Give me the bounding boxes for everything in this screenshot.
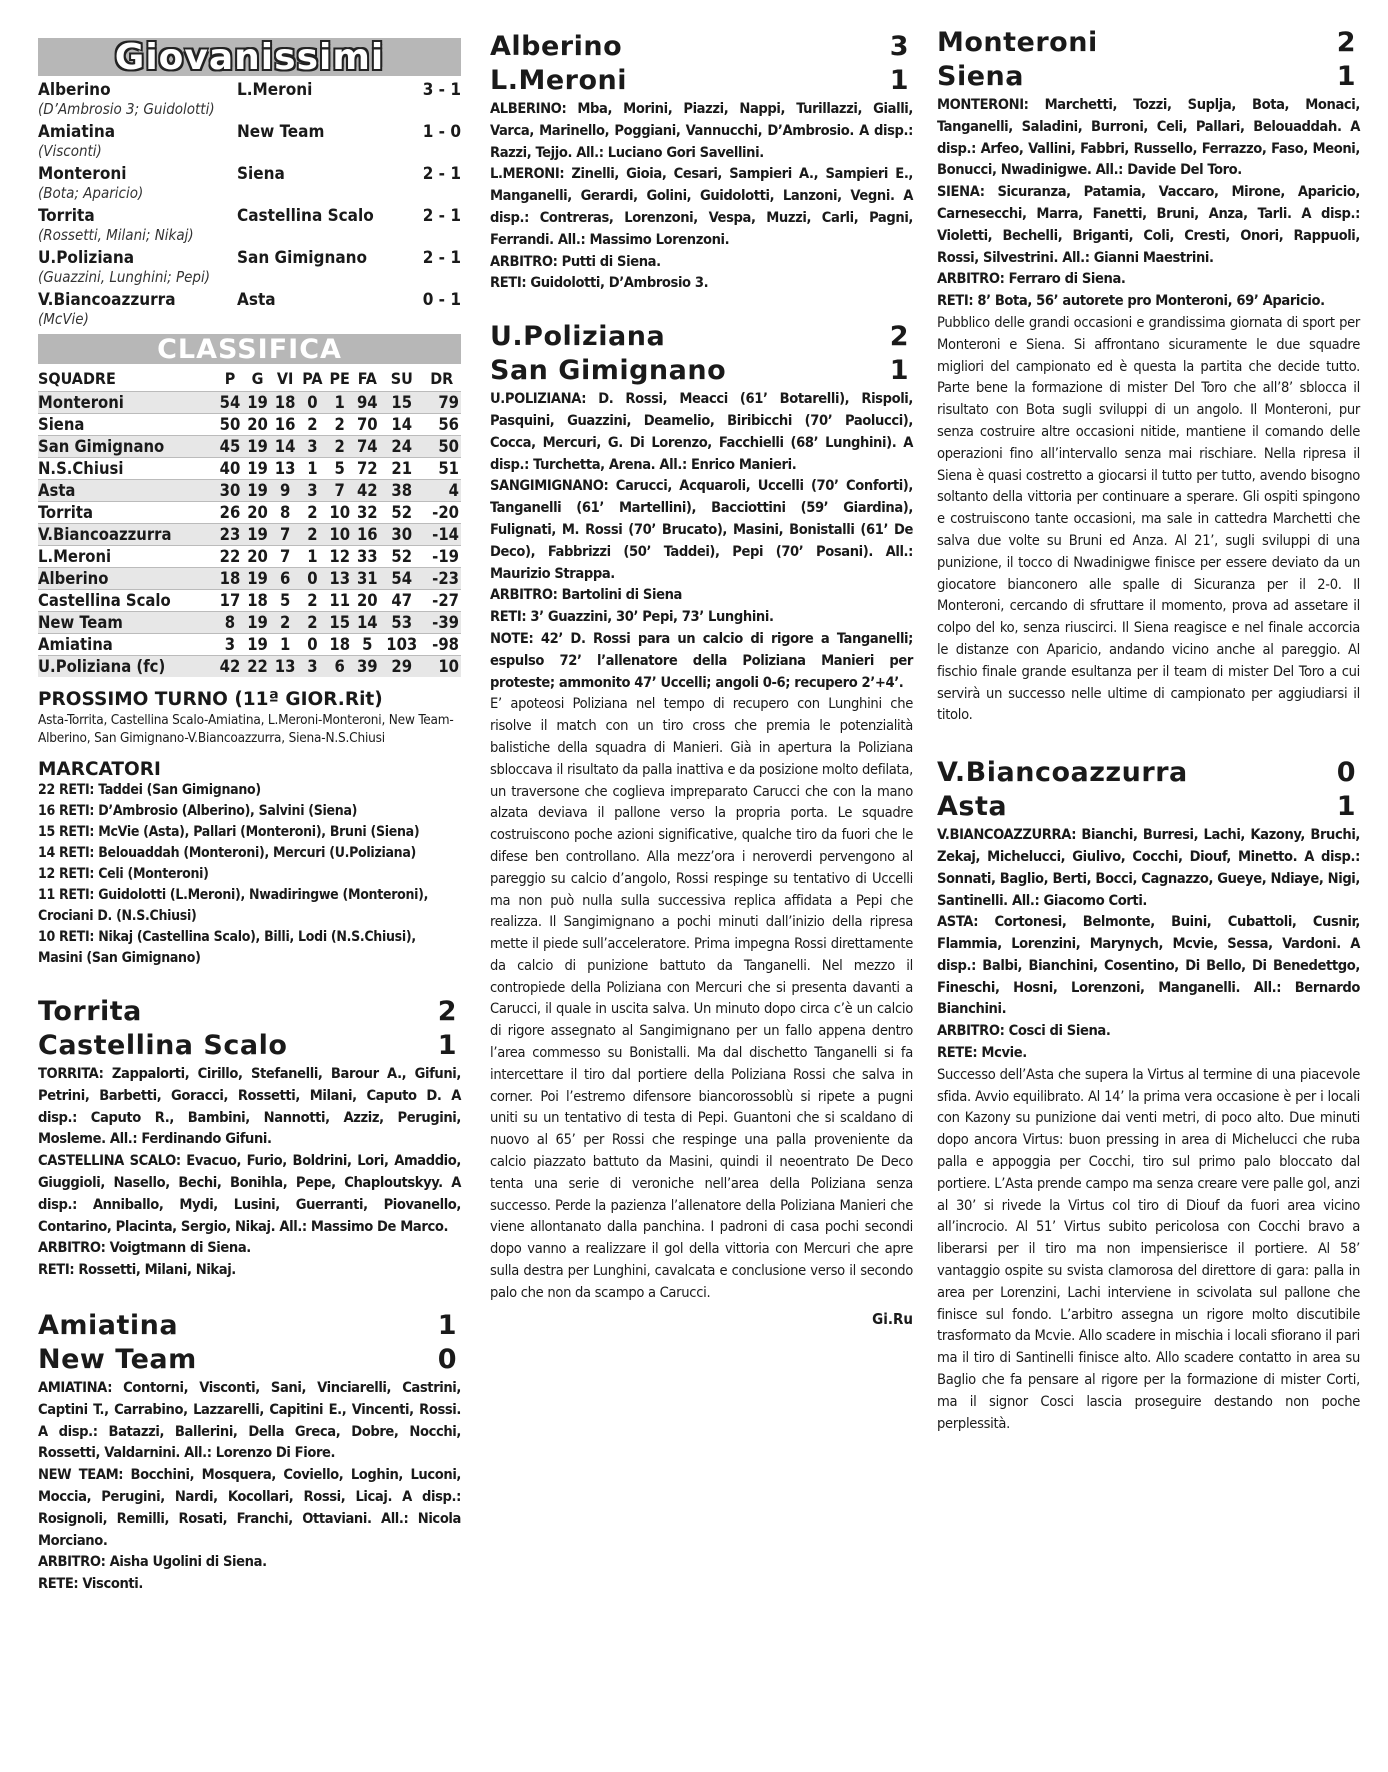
away-score: 1	[1336, 61, 1356, 92]
stat-cell: -23	[422, 568, 461, 590]
standings-header-row	[38, 368, 461, 392]
home-lineup: V.BIANCOAZZURRA: Bianchi, Burresi, Lachi, Kazony, Bruchi, Zekaj, Michelucci, Giulivo, Cocchi, Diouf, Minetto. A disp.: Sonnati, Baglio, Berti, Bocci, Cagnazzo, Gueye, Ndiaye, Nigi, Santinelli. All.: Giacomo Corti.	[937, 826, 1360, 909]
stat-cell: 13	[271, 458, 299, 480]
away-team: Asta	[937, 791, 1008, 823]
stat-cell: 1	[271, 634, 299, 656]
result-item	[38, 80, 461, 118]
result-away: L.Meroni	[237, 80, 313, 100]
standings-row	[38, 634, 461, 656]
scorer-line: 15 RETI: McVie (Asta), Pallari (Monteroni), Bruni (Siena)	[38, 824, 420, 840]
standings-row	[38, 524, 461, 546]
stat-cell: 4	[422, 480, 461, 502]
column-left	[38, 26, 461, 1595]
away-lineup: L.MERONI: Zinelli, Gioia, Cesari, Sampieri A., Sampieri E., Manganelli, Gerardi, Golini, Guidolotti, Lanzoni, Vegni. A disp.: Contreras, Lorenzoni, Vespa, Muzzi, Carli, Pagni, Ferrandi. All.: Massimo Lorenzoni.	[490, 165, 913, 248]
home-lineup: TORRITA: Zappalorti, Cirillo, Stefanelli, Barour A., Gifuni, Petrini, Barbetti, Goracci, Rossetti, Milani, Caputo D. A disp.: Caputo R., Bambini, Nannotti, Azziz, Perugini, Mosleme. All.: Ferdinando Gifuni.	[38, 1065, 461, 1148]
standings-row	[38, 436, 461, 458]
stat-cell: 20	[353, 590, 381, 612]
goals: RETE: Mcvie.	[937, 1044, 1027, 1062]
stat-cell: 0	[299, 634, 326, 656]
stat-cell: 7	[326, 480, 354, 502]
result-item	[38, 164, 461, 202]
stat-cell: 74	[353, 436, 381, 458]
stat-cell: 10	[422, 656, 461, 678]
team-name: Asta	[38, 480, 216, 502]
stat-cell: 13	[271, 656, 299, 678]
referee: ARBITRO: Bartolini di Siena	[490, 586, 682, 604]
standings-row	[38, 546, 461, 568]
stat-cell: 14	[381, 414, 422, 436]
scorer-line: 16 RETI: D’Ambrosio (Alberino), Salvini (Siena)	[38, 803, 358, 819]
stat-cell: 56	[422, 414, 461, 436]
home-score: 2	[1336, 27, 1356, 58]
stat-cell: 10	[326, 502, 354, 524]
away-score: 0	[437, 1343, 457, 1375]
stat-cell: 45	[216, 436, 244, 458]
stat-cell: -14	[422, 524, 461, 546]
result-item	[38, 122, 461, 160]
stat-cell: 20	[244, 414, 272, 436]
stat-cell: 18	[271, 392, 299, 414]
away-lineup: NEW TEAM: Bocchini, Mosquera, Coviello, Loghin, Luconi, Moccia, Perugini, Nardi, Kocollari, Rossi, Licaj. A disp.: Rosignoli, Remilli, Rosati, Franchi, Ottaviani. All.: Nicola Morciano.	[38, 1466, 461, 1549]
stat-cell: 11	[326, 590, 354, 612]
result-away: Siena	[237, 164, 285, 184]
stat-cell: 51	[422, 458, 461, 480]
stat-cell: 14	[271, 436, 299, 458]
stat-cell: 70	[353, 414, 381, 436]
stat-cell: 14	[353, 612, 381, 634]
stat-cell: 54	[381, 568, 422, 590]
goals: RETE: Visconti.	[38, 1575, 143, 1593]
stat-cell: 21	[381, 458, 422, 480]
stat-cell: 8	[271, 502, 299, 524]
stat-cell: 0	[299, 392, 326, 414]
referee: ARBITRO: Aisha Ugolini di Siena.	[38, 1553, 267, 1571]
result-score: 2 - 1	[422, 206, 461, 226]
result-item	[38, 290, 461, 328]
stat-cell: 7	[271, 546, 299, 568]
match-report: Pubblico delle grandi occasioni e grandissima giornata di sport per Monteroni e Siena. Si affrontano sicuramente le due squadre migliori del campionato ed è questa la partita che decide tutto. Parte bene la formazione di mister Del Toro che all’8’ sblocca il risultato con Bota sugli sviluppi di un angolo. Il Monteroni, pur senza costruire altre occasioni nitide, mantiene il comando delle operazioni fino all’intervallo senza mai rischiare. Nella ripresa il Siena è quasi costretto a giocarsi il tutto per tutto, avendo bisogno soltanto della vittoria per continuare a sperare. Gli ospiti spingono e costruiscono tante occasioni, ma sale in cattedra Marchetti che salva due volte su Bruni ed Anza. Al 21’, sugli sviluppi di una punizione, il tocco di Nwadinigwe finisce per essere deviato da un giocatore bianconero alle spalle di Sicuranza per il 2-0. Il Monteroni, cercando di sfruttare il momento, prova ad assetare il colpo del ko, senza riuscirci. Il Siena reagisce e nel finale accorcia le distanze con Aparicio, andando vicino anche al pareggio. Al fischio finale grande esultanza per il team di mister Del Toro a cui servirà un successo nelle ultime di campionato per aggiudiarsi il titolo.	[937, 313, 1360, 724]
stat-cell: 22	[244, 656, 272, 678]
stat-cell: 72	[353, 458, 381, 480]
stat-cell: 26	[216, 502, 244, 524]
stat-cell: 16	[271, 414, 299, 436]
stat-cell: 94	[353, 392, 381, 414]
stat-cell: 18	[216, 568, 244, 590]
standings-header-cell: PA	[302, 369, 323, 388]
away-team: New Team	[38, 1343, 197, 1375]
referee: ARBITRO: Ferraro di Siena.	[937, 270, 1126, 288]
stat-cell: 22	[216, 546, 244, 568]
stat-cell: 54	[216, 392, 244, 414]
standings-header-cell: SU	[390, 369, 413, 388]
stat-cell: 79	[422, 392, 461, 414]
match-vbiancoazzurra	[937, 756, 1360, 1434]
stat-cell: -27	[422, 590, 461, 612]
stat-cell: 10	[326, 524, 354, 546]
match-torrita	[38, 995, 461, 1281]
stat-cell: 19	[244, 458, 272, 480]
team-name: N.S.Chiusi	[38, 458, 216, 480]
result-item	[38, 248, 461, 286]
column-right	[937, 26, 1360, 1434]
result-home: Monteroni	[38, 164, 127, 184]
away-team: San Gimignano	[490, 355, 727, 387]
stat-cell: 47	[381, 590, 422, 612]
standings-body	[38, 392, 461, 678]
stat-cell: 52	[381, 502, 422, 524]
match-poliziana	[490, 320, 913, 1327]
home-score: 0	[1336, 757, 1356, 789]
stat-cell: 2	[326, 414, 354, 436]
stat-cell: 19	[244, 436, 272, 458]
away-lineup: SANGIMIGNANO: Carucci, Acquaroli, Uccelli (70’ Conforti), Tanganelli (61’ Martellini), Bacciottini (59’ Giardina), Fulignati, M. Rossi (70’ Brucato), Masini, Bonistalli (61’ De Deco), Fabbrizzi (50’ Taddei), Pepi (70’ Posani). All.: Maurizio Strappa.	[490, 477, 913, 582]
stat-cell: 2	[326, 436, 354, 458]
author-signature: Gi.Ru	[872, 1309, 913, 1328]
stat-cell: 30	[381, 524, 422, 546]
stat-cell: 20	[244, 546, 272, 568]
away-team: Siena	[937, 61, 1024, 92]
stat-cell: 19	[244, 480, 272, 502]
stat-cell: 38	[381, 480, 422, 502]
home-score: 2	[889, 321, 909, 353]
standings-row	[38, 392, 461, 414]
stat-cell: 3	[299, 436, 326, 458]
away-score: 1	[437, 1030, 457, 1061]
scorers-title: MARCATORI	[38, 759, 161, 780]
column-middle	[490, 30, 913, 1328]
stat-cell: 7	[271, 524, 299, 546]
result-home: V.Biancoazzurra	[38, 290, 176, 310]
away-score: 1	[889, 355, 909, 387]
home-lineup: MONTERONI: Marchetti, Tozzi, Suplja, Bota, Monaci, Tanganelli, Saladini, Burroni, Celi, Pallari, Belouaddah. A disp.: Arfeo, Vallini, Fabbri, Russello, Ferrazzo, Faso, Meoni, Bonucci, Nwadinigwe. All.: Davide Del Toro.	[937, 96, 1360, 179]
stat-cell: 31	[353, 568, 381, 590]
stat-cell: 20	[244, 502, 272, 524]
away-score: 1	[1336, 791, 1356, 823]
stat-cell: 19	[244, 392, 272, 414]
stat-cell: 3	[216, 634, 244, 656]
match-notes: NOTE: 42’ D. Rossi para un calcio di rigore a Tanganelli; espulso 72’ l’allenatore della Poliziana Manieri per proteste; ammonito 47’ Uccelli; angoli 0-6; recupero 2’+4’.	[490, 629, 913, 691]
stat-cell: 18	[244, 590, 272, 612]
giovanissimi-title: Giovanissimi	[38, 38, 461, 76]
team-name: V.Biancoazzurra	[38, 524, 216, 546]
result-away: Castellina Scalo	[237, 206, 374, 226]
stat-cell: 2	[271, 612, 299, 634]
stat-cell: -19	[422, 546, 461, 568]
stat-cell: 15	[381, 392, 422, 414]
result-home: U.Poliziana	[38, 248, 135, 268]
away-lineup: ASTA: Cortonesi, Belmonte, Buini, Cubattoli, Cusnir, Flammia, Lorenzini, Marynych, Mcvie, Sessa, Vardoni. A disp.: Balbi, Bianchini, Cosentino, Di Bello, Di Benedettgo, Fineschi, Hosni, Lorenzoni, Manganelli. All.: Bernardo Bianchini.	[937, 913, 1360, 1018]
match-report: Successo dell’Asta che supera la Virtus al termine di una piacevole sfida. Avvio equilibrato. Al 14’ la prima vera occasione è per i locali con Kazony su punizione dai venti metri, di poco alto. Due minuti dopo ancora Virtus: buon pressing in area di Michelucci che ruba palla e appoggia per Cocchi, tiro sul primo palo bloccato dal portiere. L’Asta prende campo ma senza creare vere palle gol, anzi al 30’ si rivede la Virtus col tiro di Diouf da fuori area vicino all’incrocio. Al 51’ Virtus subito pericolosa con Cocchi bravo a liberarsi per il tiro ma non impensierisce il portiere. Al 58’ vantaggio ospite su svista clamorosa del direttore di gara: palla in area per Lorenzini, Lachi interviene in scivolata sul pallone che finisce sul fondo. L’arbitro assegna un rigore molto discutibile trasformato da Mcvie. Allo scadere in mischia i locali sfiorano il pari ma il tiro di Santinelli finisce alto. Allo scadere contatto in area su Baglio che fa pensare al rigore per la formazione di mister Corti, ma il signor Cosci lascia proseguire destando non poche perplessità.	[937, 1065, 1360, 1432]
standings-row	[38, 612, 461, 634]
team-name: Siena	[38, 414, 216, 436]
stat-cell: 5	[271, 590, 299, 612]
stat-cell: 0	[299, 568, 326, 590]
home-team: Torrita	[38, 996, 142, 1027]
standings-header-cell: SQUADRE	[38, 369, 116, 388]
stat-cell: 53	[381, 612, 422, 634]
away-team: L.Meroni	[490, 65, 627, 96]
match-report: E’ apoteosi Poliziana nel tempo di recupero con Lunghini che risolve il match con un tiro cross che premia le potenzialità balistiche della squadra di Manieri. Già in apertura la Poliziana sbloccava il risultato da palla inattiva e da posizione molto defilata, un traversone che coglieva impreparato Carucci che con la mano alzata deviava il pallone verso la propria porta. Le squadre costruiscono poche azioni significative, qualche tiro da fuori che le difese ben controllano. Alla mezz’ora i neroverdi pervengono al pareggio su calcio d’angolo, Rossi respinge su tentativo di Uccelli ma non può nulla sulla successiva replica affidata a Pepi che realizza. Il Sangimignano a pochi minuti dall’inizio della ripresa mette il piede sull’acceleratore. Prima impegna Rossi direttamente da calcio di punizione battuto da Tanganelli. Nel mezzo il contropiede della Poliziana con Mercuri che si presenta davanti a Carucci, il quale in uscita salva. Un minuto dopo circa c’è un calcio di rigore assegnato al Sangimignano per un fallo appena dentro l’area commesso su Bonistalli. Ma dal dischetto Tanganelli si fa intercettare il tiro dal portiere della Poliziana Rossi che salva in corner. Poi l’estremo difensore biancorossoblù si ripete a pugni uniti su un tentativo di testa di Pepi. Guantoni che si scaldano di nuovo al 65’ per Rossi che respinge una palla proveniente da calcio piazzato battuto da Masini, quindi il neoentrato De Deco tenta una serie di veroniche nell’area della Poliziana senza successo. Perde la pazienza l’allenatore della Poliziana Manieri che viene allontanato dalla panchina. I padroni di casa pochi secondi dopo vanno a realizzare il gol della vittoria con Mercuri che apre sulla destra per Lunghini, cavalcata e conclusione verso il secondo palo che non da scampo a Carucci.	[490, 695, 913, 1301]
stat-cell: 15	[326, 612, 354, 634]
team-name: San Gimignano	[38, 436, 216, 458]
match-alberino	[490, 30, 913, 294]
scorer-line: 12 RETI: Celi (Monteroni)	[38, 866, 209, 882]
standings-table	[38, 368, 461, 677]
team-name: U.Poliziana (fc)	[38, 656, 216, 678]
home-team: Alberino	[490, 31, 623, 62]
team-name: L.Meroni	[38, 546, 216, 568]
scorer-line: 22 RETI: Taddei (San Gimignano)	[38, 782, 261, 798]
result-score: 1 - 0	[422, 122, 461, 142]
stat-cell: 1	[326, 392, 354, 414]
stat-cell: 1	[299, 546, 326, 568]
standings-row	[38, 568, 461, 590]
stat-cell: 5	[353, 634, 381, 656]
classifica-title: CLASSIFICA	[38, 334, 461, 364]
result-away: Asta	[237, 290, 276, 310]
away-lineup: SIENA: Sicuranza, Patamia, Vaccaro, Mirone, Aparicio, Carnesecchi, Marra, Fanetti, Bruni, Anza, Tarli. A disp.: Violetti, Bechelli, Briganti, Coli, Cresti, Onori, Rappuoli, Rossi, Silvestrini. All.: Gianni Maestrini.	[937, 183, 1360, 266]
stat-cell: 5	[326, 458, 354, 480]
stat-cell: 2	[299, 414, 326, 436]
stat-cell: 19	[244, 612, 272, 634]
stat-cell: 2	[299, 502, 326, 524]
standings-row	[38, 458, 461, 480]
results-list	[38, 80, 461, 328]
stat-cell: 2	[299, 590, 326, 612]
next-round-title: PROSSIMO TURNO (11ª GIOR.Rit)	[38, 689, 383, 710]
stat-cell: 2	[299, 612, 326, 634]
result-home: Amiatina	[38, 122, 116, 142]
home-team: V.Biancoazzurra	[937, 757, 1188, 789]
standings-header-cell: G	[251, 369, 264, 388]
stat-cell: 52	[381, 546, 422, 568]
match-monteroni	[937, 26, 1360, 726]
goals: RETI: 3’ Guazzini, 30’ Pepi, 73’ Lunghini.	[490, 608, 774, 626]
result-scorers: (Rossetti, Milani; Nikaj)	[38, 226, 194, 244]
scorer-line: 14 RETI: Belouaddah (Monteroni), Mercuri (U.Poliziana)	[38, 845, 417, 861]
team-name: Torrita	[38, 502, 216, 524]
referee: ARBITRO: Voigtmann di Siena.	[38, 1239, 251, 1257]
stat-cell: 9	[271, 480, 299, 502]
stat-cell: 13	[326, 568, 354, 590]
standings-header-cell: P	[224, 369, 236, 388]
standings-row	[38, 656, 461, 678]
goals: RETI: Guidolotti, D’Ambrosio 3.	[490, 274, 709, 292]
away-lineup: CASTELLINA SCALO: Evacuo, Furio, Boldrini, Lori, Amaddio, Giuggioli, Nasello, Bechi, Bonihla, Pepe, Chaploutskyy. A disp.: Anniballo, Mydi, Lusini, Guerranti, Piovanello, Contarino, Placinta, Sergio, Nikaj. All.: Massimo De Marco.	[38, 1152, 461, 1235]
goals: RETI: 8’ Bota, 56’ autorete pro Monteroni, 69’ Aparicio.	[937, 292, 1325, 310]
stat-cell: 32	[353, 502, 381, 524]
stat-cell: 16	[353, 524, 381, 546]
standings-row	[38, 590, 461, 612]
stat-cell: 19	[244, 634, 272, 656]
result-scorers: (Visconti)	[38, 142, 102, 160]
standings-header-cell: PE	[329, 369, 350, 388]
referee: ARBITRO: Putti di Siena.	[490, 252, 661, 270]
result-score: 3 - 1	[422, 80, 461, 100]
stat-cell: 103	[381, 634, 422, 656]
standings-header-cell: DR	[430, 369, 454, 388]
home-score: 1	[437, 1309, 457, 1341]
team-name: New Team	[38, 612, 216, 634]
result-home: Torrita	[38, 206, 95, 226]
scorer-line: 10 RETI: Nikaj (Castellina Scalo), Billi, Lodi (N.S.Chiusi), Masini (San Gimignano)	[38, 929, 416, 966]
standings-header-cell: FA	[357, 369, 377, 388]
stat-cell: 1	[299, 458, 326, 480]
standings-header-cell: VI	[276, 369, 294, 388]
stat-cell: 6	[326, 656, 354, 678]
stat-cell: 42	[216, 656, 244, 678]
result-scorers: (Guazzini, Lunghini; Pepi)	[38, 268, 211, 286]
stat-cell: 8	[216, 612, 244, 634]
goals: RETI: Rossetti, Milani, Nikaj.	[38, 1261, 236, 1279]
result-away: New Team	[237, 122, 325, 142]
stat-cell: 50	[422, 436, 461, 458]
home-lineup: ALBERINO: Mba, Morini, Piazzi, Nappi, Turillazzi, Gialli, Varca, Marinello, Poggiani, Vannucchi, D’Ambrosio. A disp.: Razzi, Tejjo. All.: Luciano Gori Savellini.	[490, 100, 913, 161]
home-team: Monteroni	[937, 27, 1098, 58]
stat-cell: 29	[381, 656, 422, 678]
home-lineup: AMIATINA: Contorni, Visconti, Sani, Vinciarelli, Castrini, Captini T., Carrabino, Lazzarelli, Capitini E., Vincenti, Rossi. A disp.: Batazzi, Ballerini, Della Greca, Dobre, Nocchi, Rossetti, Valdarnini. All.: Lorenzo Di Fiore.	[38, 1378, 461, 1462]
stat-cell: -39	[422, 612, 461, 634]
stat-cell: 42	[353, 480, 381, 502]
team-name: Castellina Scalo	[38, 590, 216, 612]
next-round-text: Asta-Torrita, Castellina Scalo-Amiatina, L.Meroni-Monteroni, New Team-Alberino, San Gimignano-V.Biancoazzurra, Siena-N.S.Chiusi	[38, 712, 454, 746]
home-score: 3	[889, 31, 909, 62]
away-score: 1	[889, 65, 909, 96]
referee: ARBITRO: Cosci di Siena.	[937, 1022, 1111, 1040]
scorer-line: 11 RETI: Guidolotti (L.Meroni), Nwadiringwe (Monteroni), Crociani D. (N.S.Chiusi)	[38, 887, 429, 924]
scorers-list	[38, 780, 461, 969]
stat-cell: -20	[422, 502, 461, 524]
stat-cell: 2	[299, 524, 326, 546]
home-team: Amiatina	[38, 1309, 179, 1341]
stat-cell: 19	[244, 568, 272, 590]
result-item	[38, 206, 461, 244]
home-team: U.Poliziana	[490, 321, 666, 353]
stat-cell: 17	[216, 590, 244, 612]
result-score: 0 - 1	[422, 290, 461, 310]
stat-cell: 18	[326, 634, 354, 656]
standings-row	[38, 480, 461, 502]
team-name: Amiatina	[38, 634, 216, 656]
stat-cell: -98	[422, 634, 461, 656]
result-away: San Gimignano	[237, 248, 368, 268]
result-home: Alberino	[38, 80, 111, 100]
stat-cell: 23	[216, 524, 244, 546]
stat-cell: 40	[216, 458, 244, 480]
team-name: Monteroni	[38, 392, 216, 414]
stat-cell: 33	[353, 546, 381, 568]
stat-cell: 3	[299, 656, 326, 678]
standings-row	[38, 502, 461, 524]
standings-row	[38, 414, 461, 436]
match-amiatina	[38, 1309, 461, 1595]
stat-cell: 39	[353, 656, 381, 678]
stat-cell: 50	[216, 414, 244, 436]
stat-cell: 19	[244, 524, 272, 546]
result-score: 2 - 1	[422, 248, 461, 268]
result-scorers: (McVie)	[38, 310, 89, 328]
away-team: Castellina Scalo	[38, 1030, 288, 1061]
stat-cell: 6	[271, 568, 299, 590]
team-name: Alberino	[38, 568, 216, 590]
result-score: 2 - 1	[422, 164, 461, 184]
stat-cell: 24	[381, 436, 422, 458]
result-scorers: (D’Ambrosio 3; Guidolotti)	[38, 100, 215, 118]
home-score: 2	[437, 996, 457, 1027]
stat-cell: 12	[326, 546, 354, 568]
stat-cell: 30	[216, 480, 244, 502]
result-scorers: (Bota; Aparicio)	[38, 184, 144, 202]
stat-cell: 3	[299, 480, 326, 502]
home-lineup: U.POLIZIANA: D. Rossi, Meacci (61’ Botarelli), Rispoli, Pasquini, Guazzini, Deamelio, Biribicchi (70’ Paolucci), Cocca, Mercuri, G. Di Lorenzo, Facchielli (68’ Lunghini). A disp.: Turchetta, Arena. All.: Enrico Manieri.	[490, 390, 913, 473]
